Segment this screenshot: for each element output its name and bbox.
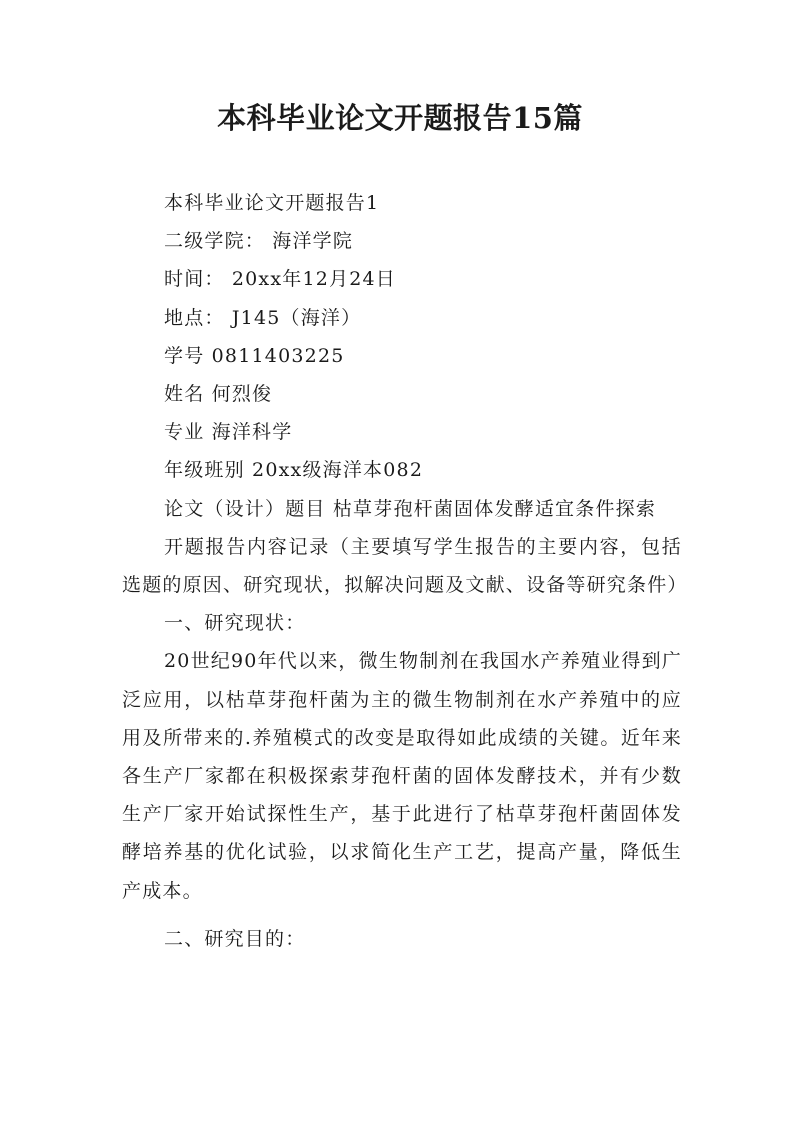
section-heading-status: 一、研究现状： bbox=[164, 612, 306, 635]
document-body bbox=[122, 184, 688, 958]
section-heading-purpose: 二、研究目的： bbox=[164, 927, 306, 950]
time-line: 时间： 20xx年12月24日 bbox=[164, 268, 397, 291]
location-line: 地点： J145（海洋） bbox=[164, 306, 362, 329]
class-line: 年级班别 20xx级海洋本082 bbox=[164, 459, 424, 482]
student-id-line: 学号 0811403225 bbox=[164, 344, 345, 367]
report-heading: 本科毕业论文开题报告1 bbox=[164, 192, 380, 214]
report-content-paragraph: 开题报告内容记录（主要填写学生报告的主要内容，包括选题的原因、研究现状，拟解决问题及文献、设备等研究条件） bbox=[122, 535, 688, 597]
thesis-title-paragraph: 论文（设计）题目 枯草芽孢杆菌固体发酵适宜条件探索 bbox=[164, 497, 657, 520]
status-paragraph: 20世纪90年代以来，微生物制剂在我国水产养殖业得到广泛应用，以枯草芽孢杆菌为主的微生物制剂在水产养殖中的应用及所带来的.养殖模式的改变是取得如此成绩的关键。近年来各生产厂家都在积极探索芽孢杆菌的固体发酵技术，并有少数生产厂家开始试探性生产，基于此进行了枯草芽孢杆菌固体发酵培养基的优化试验，以求简化生产工艺，提高产量，降低生产成本。 bbox=[122, 650, 682, 902]
major-line: 专业 海洋科学 bbox=[164, 421, 293, 444]
college-line: 二级学院： 海洋学院 bbox=[164, 230, 354, 253]
name-line: 姓名 何烈俊 bbox=[164, 383, 273, 406]
document-title: 本科毕业论文开题报告15篇 bbox=[217, 101, 583, 135]
